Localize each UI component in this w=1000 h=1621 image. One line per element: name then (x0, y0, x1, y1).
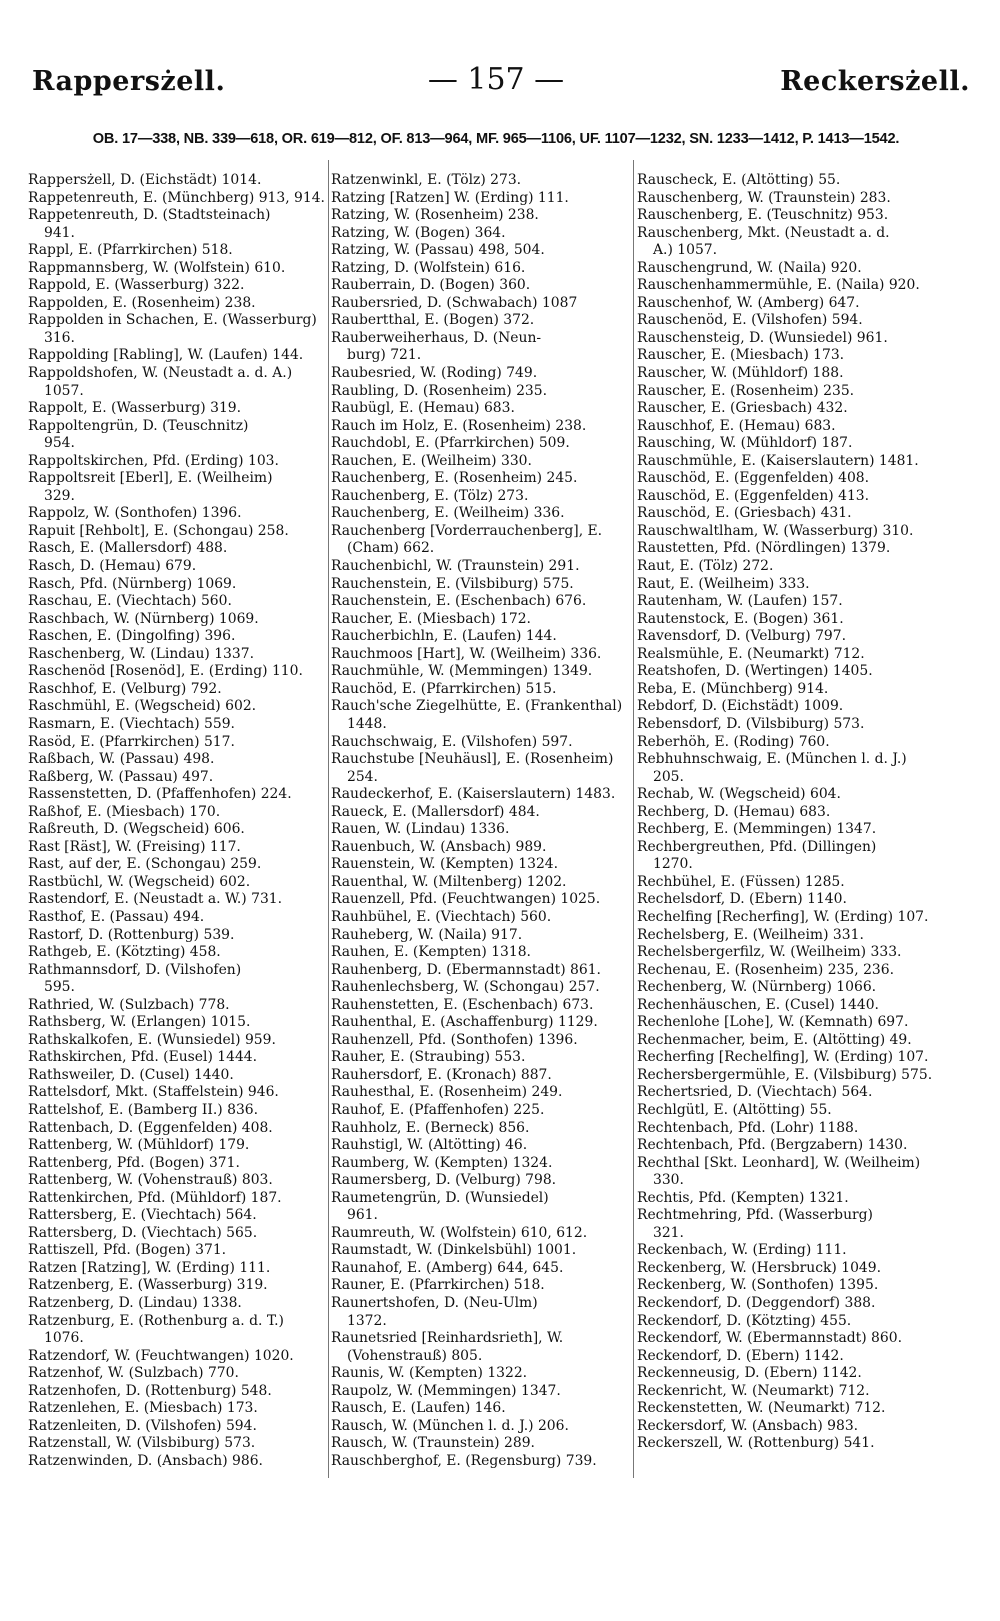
place-entry: Rauchenberg, E. (Weilheim) 336. (331, 505, 565, 522)
place-entry: Rattenkirchen, Pfd. (Mühldorf) 187. (28, 1189, 282, 1206)
place-entry: Rauschöd, E. (Eggenfelden) 413. (637, 487, 870, 504)
place-entry: Reckendorf, W. (Ebermannstadt) 860. (637, 1330, 902, 1347)
place-entry: Rechenlohe [Lohe], W. (Kemnath) 697. (637, 1014, 909, 1031)
place-entry: Rauhbühel, E. (Viechtach) 560. (331, 908, 552, 925)
place-entry: Rechelsdorf, D. (Ebern) 1140. (637, 891, 847, 908)
running-head (22, 62, 970, 102)
place-entry: Raunertshofen, D. (Neu-Ulm) (331, 1295, 538, 1311)
place-entry: Rechtis, Pfd. (Kempten) 1321. (637, 1189, 849, 1206)
place-entry: Rausch, E. (Laufen) 146. (331, 1400, 506, 1417)
entry-continuation: 316. (44, 329, 75, 346)
place-entry: Rechtenbach, Pfd. (Bergzabern) 1430. (637, 1137, 908, 1154)
place-entry: Rauchmoos [Hart], W. (Weilheim) 336. (331, 645, 602, 662)
place-entry: Raut, E. (Weilheim) 333. (637, 575, 810, 592)
place-entry: Rechenmacher, beim, E. (Altötting) 49. (637, 1031, 912, 1048)
entry-continuation: 941. (44, 224, 75, 241)
place-entry: Rechenberg, W. (Nürnberg) 1066. (637, 979, 877, 996)
place-entry: Raschmühl, E. (Wegscheid) 602. (28, 698, 257, 715)
place-entry: Rauschensteig, D. (Wunsiedel) 961. (637, 329, 888, 346)
place-entry: Raunetsried [Reinhardsrieth], W. (331, 1330, 564, 1347)
entry-continuation: 321. (653, 1224, 684, 1241)
place-entry: Rappolden, E. (Rosenheim) 238. (28, 294, 256, 311)
place-entry: Reckenricht, W. (Neumarkt) 712. (637, 1382, 870, 1399)
place-entry: Rattersberg, E. (Viechtach) 564. (28, 1207, 257, 1224)
place-entry: Raustetten, Pfd. (Nördlingen) 1379. (637, 540, 891, 557)
place-entry: Ratzing, W. (Passau) 498, 504. (331, 242, 545, 259)
place-entry: Rauscher, W. (Mühldorf) 188. (637, 365, 844, 382)
place-entry: Rastorf, D. (Rottenburg) 539. (28, 926, 235, 943)
place-entry: Rastbüchl, W. (Wegscheid) 602. (28, 873, 251, 890)
entry-continuation: 1372. (347, 1312, 387, 1329)
entry-continuation: (Vohenstrauß) 805. (347, 1347, 483, 1364)
place-entry: Rauchenberg, E. (Rosenheim) 245. (331, 470, 578, 487)
place-entry: Rathskalkofen, E. (Wunsiedel) 959. (28, 1031, 276, 1048)
place-entry: Rasöd, E. (Pfarrkirchen) 517. (28, 733, 235, 750)
place-entry: Rappolz, W. (Sonthofen) 1396. (28, 505, 242, 522)
place-entry: Rechberg, E. (Memmingen) 1347. (637, 821, 877, 838)
place-entry: Reba, E. (Münchberg) 914. (637, 680, 829, 697)
place-entry: Ratzenleiten, D. (Vilshofen) 594. (28, 1417, 257, 1434)
place-entry: Rausch, W. (Traunstein) 289. (331, 1435, 535, 1452)
entry-continuation: 595. (44, 979, 75, 996)
place-entry: Rattelshof, E. (Bamberg II.) 836. (28, 1101, 259, 1118)
place-entry: Rauchenberg [Vorderrauchenberg], E. (331, 522, 603, 539)
place-entry: Ratzenstall, W. (Vilsbiburg) 573. (28, 1435, 256, 1452)
place-entry: Rassenstetten, D. (Pfaffenhofen) 224. (28, 786, 292, 803)
place-entry: Raubügl, E. (Hemau) 683. (331, 400, 515, 417)
place-entry: Rauhenstetten, E. (Eschenbach) 673. (331, 996, 594, 1013)
place-entry: Rauchstube [Neuhäusl], E. (Rosenheim) (331, 751, 614, 768)
place-entry: Rauschenberg, Mkt. (Neustadt a. d. (637, 224, 890, 241)
place-entry: Reckersdorf, W. (Ansbach) 983. (637, 1417, 859, 1434)
place-entry: Rauhersdorf, E. (Kronach) 887. (331, 1066, 552, 1083)
place-entry: Recherfing [Rechelfing], W. (Erding) 107. (637, 1049, 929, 1066)
place-entry: Rauch'sche Ziegelhütte, E. (Frankenthal) (331, 698, 623, 715)
place-entry: Rauscher, E. (Griesbach) 432. (637, 400, 848, 417)
place-entry: Raucherbichln, E. (Laufen) 144. (331, 628, 557, 645)
place-entry: Rappoldshofen, W. (Neustadt a. d. A.) (28, 365, 293, 382)
place-entry: Rauheberg, W. (Naila) 917. (331, 926, 523, 943)
place-entry: Rauchschwaig, E. (Vilshofen) 597. (331, 733, 573, 750)
place-entry: Raumreuth, W. (Wolfstein) 610, 612. (331, 1224, 588, 1241)
place-entry: Ratzen [Ratzing], W. (Erding) 111. (28, 1259, 271, 1276)
column-1 (28, 172, 328, 1470)
place-entry: Rauschwaltlham, W. (Wasserburg) 310. (637, 522, 914, 539)
place-entry: Rauchenstein, E. (Vilsbiburg) 575. (331, 575, 574, 592)
place-entry: Rauhof, E. (Pfaffenhofen) 225. (331, 1101, 545, 1118)
place-entry: Rathried, W. (Sulzbach) 778. (28, 996, 230, 1013)
place-entry: Rappersżell, D. (Eichstädt) 1014. (28, 172, 262, 188)
place-entry: Rauscher, E. (Miesbach) 173. (637, 347, 845, 364)
place-entry: Rebensdorf, D. (Vilsbiburg) 573. (637, 715, 865, 732)
place-entry: Raumersberg, D. (Velburg) 798. (331, 1172, 557, 1189)
place-entry: Reckenberg, W. (Sonthofen) 1395. (637, 1277, 879, 1294)
place-entry: Rauschhof, E. (Hemau) 683. (637, 417, 836, 434)
entry-continuation: burg) 721. (347, 347, 422, 364)
place-entry: Raschen, E. (Dingolfing) 396. (28, 628, 236, 645)
place-entry: Rauch im Holz, E. (Rosenheim) 238. (331, 417, 587, 434)
place-entry: Rauhenberg, D. (Ebermannstadt) 861. (331, 961, 601, 978)
place-entry: Rausching, W. (Mühldorf) 187. (637, 435, 853, 452)
entry-continuation: 254. (347, 768, 378, 785)
place-entry: Rechtmehring, Pfd. (Wasserburg) (637, 1207, 873, 1224)
place-entry: Ratzing, D. (Wolfstein) 616. (331, 259, 526, 276)
place-entry: Rauschmühle, E. (Kaiserslautern) 1481. (637, 452, 919, 469)
place-entry: Rappolding [Rabling], W. (Laufen) 144. (28, 347, 304, 364)
place-entry: Ratzenhofen, D. (Rottenburg) 548. (28, 1382, 272, 1399)
place-entry: Ratzenwinden, D. (Ansbach) 986. (28, 1452, 263, 1469)
place-entry: Rasch, E. (Mallersdorf) 488. (28, 540, 228, 557)
column-divider (328, 160, 329, 1478)
entry-continuation: 205. (653, 768, 684, 785)
place-entry: Rattenberg, W. (Vohenstrauß) 803. (28, 1172, 273, 1189)
header-right-catchword: Reckersżell. (780, 66, 970, 97)
place-entry: Reckenneusig, D. (Ebern) 1142. (637, 1365, 862, 1382)
place-entry: Rauschenberg, E. (Teuschnitz) 953. (637, 207, 889, 224)
place-entry: Rastendorf, E. (Neustadt a. W.) 731. (28, 891, 283, 908)
entry-continuation: 1270. (653, 856, 693, 873)
place-entry: Rauchenstein, E. (Eschenbach) 676. (331, 593, 587, 610)
place-entry: Rattenberg, W. (Mühldorf) 179. (28, 1137, 250, 1154)
entry-continuation: 961. (347, 1207, 378, 1224)
place-entry: Ratzenhof, W. (Sulzbach) 770. (28, 1365, 239, 1382)
place-entry: Rappoltengrün, D. (Teuschnitz) (28, 417, 249, 434)
place-entry: Raubling, D. (Rosenheim) 235. (331, 382, 548, 399)
place-entry: Rauchmühle, W. (Memmingen) 1349. (331, 663, 593, 680)
place-entry: Rathsberg, W. (Erlangen) 1015. (28, 1014, 251, 1031)
place-entry: Rattelsdorf, Mkt. (Staffelstein) 946. (28, 1084, 279, 1101)
place-entry: Reatshofen, D. (Wertingen) 1405. (637, 663, 873, 680)
place-entry: Rauschöd, E. (Griesbach) 431. (637, 505, 852, 522)
place-entry: Raubertthal, E. (Bogen) 372. (331, 312, 535, 329)
place-entry: Raschenöd [Rosenöd], E. (Erding) 110. (28, 663, 303, 680)
place-entry: Ratzenburg, E. (Rothenburg a. d. T.) (28, 1312, 284, 1329)
place-entry: Rappmannsberg, W. (Wolfstein) 610. (28, 259, 286, 276)
place-entry: Rauberweiherhaus, D. (Neun- (331, 329, 542, 346)
place-entry: Raumetengrün, D. (Wunsiedel) (331, 1189, 549, 1206)
place-entry: Rappetenreuth, D. (Stadtsteinach) (28, 207, 271, 224)
place-entry: Rauher, E. (Straubing) 553. (331, 1049, 526, 1066)
place-entry: Rechthal [Skt. Leonhard], W. (Weilheim) (637, 1154, 921, 1171)
place-entry: Rechelfing [Recherfing], W. (Erding) 107. (637, 908, 929, 925)
place-entry: Rappolt, E. (Wasserburg) 319. (28, 400, 242, 417)
place-entry: Rauschenberg, W. (Traunstein) 283. (637, 189, 891, 206)
place-entry: Rasthof, E. (Passau) 494. (28, 908, 205, 925)
place-entry: Rauschöd, E. (Eggenfelden) 408. (637, 470, 870, 487)
place-entry: Rebdorf, D. (Eichstädt) 1009. (637, 698, 844, 715)
place-entry: Rechbühel, E. (Füssen) 1285. (637, 873, 845, 890)
place-entry: Reckerszell, W. (Rottenburg) 541. (637, 1435, 875, 1452)
place-entry: Rauhenthal, E. (Aschaffenburg) 1129. (331, 1014, 598, 1031)
place-entry: Rauhenzell, Pfd. (Sonthofen) 1396. (331, 1031, 578, 1048)
place-entry: Raut, E. (Tölz) 272. (637, 558, 774, 575)
place-entry: Raßreuth, D. (Wegscheid) 606. (28, 821, 245, 838)
place-entry: Ravensdorf, D. (Velburg) 797. (637, 628, 847, 645)
place-entry: Rauenzell, Pfd. (Feuchtwangen) 1025. (331, 891, 601, 908)
place-entry: Raschau, E. (Viechtach) 560. (28, 593, 232, 610)
place-entry: Rautenham, W. (Laufen) 157. (637, 593, 843, 610)
place-entry: Rauner, E. (Pfarrkirchen) 518. (331, 1277, 545, 1294)
place-entry: Ratzing, W. (Rosenheim) 238. (331, 207, 539, 224)
place-entry: Rauchenberg, E. (Tölz) 273. (331, 487, 529, 504)
place-entry: Raschhof, E. (Velburg) 792. (28, 680, 222, 697)
entry-continuation: 330. (653, 1172, 684, 1189)
place-entry: Ratzendorf, W. (Feuchtwangen) 1020. (28, 1347, 294, 1364)
place-entry: Rauschenöd, E. (Vilshofen) 594. (637, 312, 863, 329)
place-entry: Rausch, W. (München l. d. J.) 206. (331, 1417, 569, 1434)
place-entry: Reckenberg, W. (Hersbruck) 1049. (637, 1259, 881, 1276)
entry-continuation: 1057. (44, 382, 84, 399)
place-entry: Rechab, W. (Wegscheid) 604. (637, 786, 841, 803)
place-entry: Rapuit [Rehbolt], E. (Schongau) 258. (28, 522, 289, 539)
place-entry: Raschbach, W. (Nürnberg) 1069. (28, 610, 259, 627)
place-entry: Ratzing, W. (Bogen) 364. (331, 224, 506, 241)
place-entry: Rauenthal, W. (Miltenberg) 1202. (331, 873, 567, 890)
place-entry: Rechertsried, D. (Viechtach) 564. (637, 1084, 873, 1101)
place-entry: Rattenberg, Pfd. (Bogen) 371. (28, 1154, 240, 1171)
place-entry: Realsmühle, E. (Neumarkt) 712. (637, 645, 865, 662)
place-entry: Rauschberghof, E. (Regensburg) 739. (331, 1452, 597, 1469)
place-entry: Reckendorf, D. (Ebern) 1142. (637, 1347, 844, 1364)
place-entry: Rechberg, D. (Hemau) 683. (637, 803, 831, 820)
place-entry: Rechlgütl, E. (Altötting) 55. (637, 1101, 832, 1118)
place-entry: Ratzenlehen, E. (Miesbach) 173. (28, 1400, 258, 1417)
place-entry: Raubersried, D. (Schwabach) 1087 (331, 294, 578, 311)
place-entry: Reberhöh, E. (Roding) 760. (637, 733, 830, 750)
place-entry: Rappoltskirchen, Pfd. (Erding) 103. (28, 452, 279, 469)
place-entry: Ratzenberg, E. (Wasserburg) 319. (28, 1277, 268, 1294)
place-entry: Rappolden in Schachen, E. (Wasserburg) (28, 312, 317, 329)
place-entry: Raunahof, E. (Amberg) 644, 645. (331, 1259, 564, 1276)
place-entry: Rechenau, E. (Rosenheim) 235, 236. (637, 961, 895, 978)
place-entry: Rasch, D. (Hemau) 679. (28, 558, 197, 575)
place-entry: Raßbach, W. (Passau) 498. (28, 751, 215, 768)
district-abbreviation-legend: OB. 17—338, NB. 339—618, OR. 619—812, OF. 813—964, MF. 965—1106, UF. 1107—1232, SN. 1233—1412, P. 1413—1542. (92, 131, 900, 147)
place-entry: Rauscher, E. (Rosenheim) 235. (637, 382, 855, 399)
place-entry: Ratzenwinkl, E. (Tölz) 273. (331, 172, 522, 188)
place-entry: Raubesried, W. (Roding) 749. (331, 365, 538, 382)
place-entry: Ratzing [Ratzen] W. (Erding) 111. (331, 189, 569, 206)
place-entry: Rauberrain, D. (Bogen) 360. (331, 277, 531, 294)
place-entry: Rauchdobl, E. (Pfarrkirchen) 509. (331, 435, 570, 452)
place-entry: Raupolz, W. (Memmingen) 1347. (331, 1382, 561, 1399)
place-entry: Rathgeb, E. (Kötzting) 458. (28, 944, 221, 961)
place-entry: Rauhen, E. (Kempten) 1318. (331, 944, 531, 961)
place-entry: Rappoltsreit [Eberl], E. (Weilheim) (28, 470, 273, 487)
place-entry: Raudeckerhof, E. (Kaiserslautern) 1483. (331, 786, 616, 803)
entry-continuation: 1076. (44, 1330, 84, 1347)
place-entry: Rauhholz, E. (Berneck) 856. (331, 1119, 530, 1136)
place-entry: Rechelsberg, E. (Weilheim) 331. (637, 926, 864, 943)
place-entry: Ratzenberg, D. (Lindau) 1338. (28, 1295, 242, 1311)
entry-continuation: 1448. (347, 715, 387, 732)
place-entry: Rathsweiler, D. (Cusel) 1440. (28, 1066, 234, 1083)
place-entry: Reckendorf, D. (Kötzting) 455. (637, 1312, 852, 1329)
place-entry: Rautenstock, E. (Bogen) 361. (637, 610, 844, 627)
place-entry: Rauchenbichl, W. (Traunstein) 291. (331, 558, 580, 575)
place-entry: Rappetenreuth, E. (Münchberg) 913, 914. (28, 189, 325, 206)
place-entry: Raumberg, W. (Kempten) 1324. (331, 1154, 553, 1171)
place-entry: Rathskirchen, Pfd. (Eusel) 1444. (28, 1049, 258, 1066)
place-entry: Rauenbuch, W. (Ansbach) 989. (331, 838, 547, 855)
place-entry: Rechersbergermühle, E. (Vilsbiburg) 575. (637, 1066, 933, 1083)
place-entry: Rauhesthal, E. (Rosenheim) 249. (331, 1084, 563, 1101)
entry-continuation: 329. (44, 487, 75, 504)
place-entry: Rattersberg, D. (Viechtach) 565. (28, 1224, 258, 1241)
place-entry: Rauschenhof, W. (Amberg) 647. (637, 294, 860, 311)
column-divider (633, 160, 634, 1478)
place-entry: Rathmannsdorf, D. (Vilshofen) (28, 961, 242, 978)
entry-continuation: 954. (44, 435, 75, 452)
place-entry: Rechtenbach, Pfd. (Lohr) 1188. (637, 1119, 859, 1136)
place-entry: Rauenstein, W. (Kempten) 1324. (331, 856, 559, 873)
place-entry: Reckenbach, W. (Erding) 111. (637, 1242, 847, 1259)
place-entry: Rauhstigl, W. (Altötting) 46. (331, 1137, 528, 1154)
column-2 (331, 172, 633, 1470)
place-entry: Rast [Räst], W. (Freising) 117. (28, 838, 241, 855)
place-entry: Raschenberg, W. (Lindau) 1337. (28, 645, 254, 662)
place-entry: Rebhuhnschwaig, E. (München l. d. J.) (637, 751, 907, 768)
place-entry: Reckendorf, D. (Deggendorf) 388. (637, 1295, 876, 1311)
place-entry: Raueck, E. (Mallersdorf) 484. (331, 803, 540, 820)
page-number: — 157 — (427, 62, 565, 97)
place-entry: Rauschenhammermühle, E. (Naila) 920. (637, 277, 920, 294)
place-entry: Rechbergreuthen, Pfd. (Dillingen) (637, 838, 877, 855)
place-entry: Rattiszell, Pfd. (Bogen) 371. (28, 1242, 227, 1259)
place-entry: Rasmarn, E. (Viechtach) 559. (28, 715, 235, 732)
place-entry: Rechenhäuschen, E. (Cusel) 1440. (637, 996, 879, 1013)
header-left-catchword: Rappersżell. (32, 66, 226, 97)
place-entry: Rast, auf der, E. (Schongau) 259. (28, 856, 262, 873)
place-entry: Raumstadt, W. (Dinkelsbühl) 1001. (331, 1242, 577, 1259)
place-entry: Reckenstetten, W. (Neumarkt) 712. (637, 1400, 886, 1417)
place-entry: Rauchen, E. (Weilheim) 330. (331, 452, 532, 469)
place-entry: Raßberg, W. (Passau) 497. (28, 768, 214, 785)
place-entry: Raßhof, E. (Miesbach) 170. (28, 803, 221, 820)
place-entry: Rattenbach, D. (Eggenfelden) 408. (28, 1119, 273, 1136)
place-entry: Raucher, E. (Miesbach) 172. (331, 610, 531, 627)
entry-continuation: (Cham) 662. (347, 540, 435, 557)
place-entry: Raunis, W. (Kempten) 1322. (331, 1365, 528, 1382)
column-3 (637, 172, 959, 1453)
place-entry: Rauscheck, E. (Altötting) 55. (637, 172, 841, 188)
place-entry: Rauhenlechsberg, W. (Schongau) 257. (331, 979, 600, 996)
place-entry: Rappl, E. (Pfarrkirchen) 518. (28, 242, 233, 259)
entry-continuation: A.) 1057. (653, 242, 718, 259)
place-entry: Rauen, W. (Lindau) 1336. (331, 821, 510, 838)
place-entry: Rauchöd, E. (Pfarrkirchen) 515. (331, 680, 557, 697)
place-entry: Rasch, Pfd. (Nürnberg) 1069. (28, 575, 237, 592)
place-entry: Rechelsbergerfilz, W. (Weilheim) 333. (637, 944, 902, 961)
place-entry: Rauschengrund, W. (Naila) 920. (637, 259, 862, 276)
place-entry: Rappold, E. (Wasserburg) 322. (28, 277, 245, 294)
